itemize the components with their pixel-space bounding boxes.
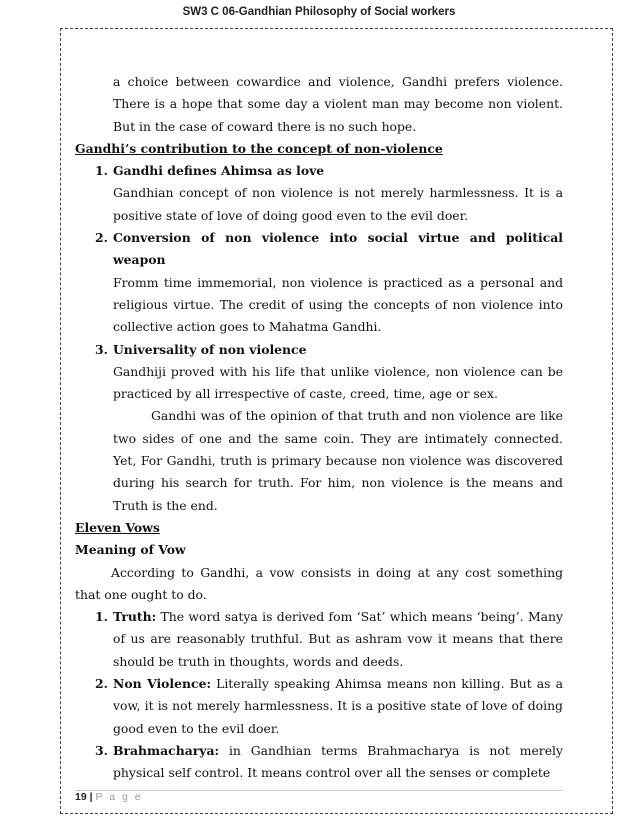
item-body: Gandhian concept of non violence is not merely harmlessness. It is a positive state of love of doing good even to the evil doer. bbox=[113, 185, 563, 223]
item-title: Non Violence: bbox=[113, 676, 212, 692]
list-item bbox=[75, 606, 563, 673]
list-item bbox=[75, 160, 563, 182]
item-number: 1. bbox=[95, 163, 108, 179]
item-number: 2. bbox=[95, 676, 108, 692]
section-heading: Eleven Vows bbox=[75, 519, 160, 535]
subheading: Meaning of Vow bbox=[75, 542, 186, 558]
page-body bbox=[75, 71, 563, 785]
item-title: Universality of non violence bbox=[113, 341, 307, 357]
item-title: Brahmacharya: bbox=[113, 742, 220, 758]
running-header: SW3 C 06-Gandhian Philosophy of Social workers bbox=[182, 6, 456, 18]
page-label: P a g e bbox=[95, 791, 143, 803]
item-number: 2. bbox=[95, 230, 108, 246]
intro-paragraph: a choice between cowardice and violence, Gandhi prefers violence. There is a hope that some day a violent man may become non violent. But in the case of coward there is no such hope. bbox=[113, 74, 563, 134]
section-heading: Gandhi’s contribution to the concept of non-violence bbox=[75, 140, 443, 156]
list-item bbox=[75, 673, 563, 740]
footer-separator: | bbox=[89, 791, 93, 803]
item-number: 1. bbox=[95, 609, 108, 625]
item-title: Gandhi defines Ahimsa as love bbox=[113, 163, 325, 179]
item-number: 3. bbox=[95, 341, 108, 357]
page-number: 19 bbox=[75, 791, 87, 803]
page-footer bbox=[75, 790, 563, 803]
list-item bbox=[75, 740, 563, 785]
item-title: Conversion of non violence into social virtue and political weapon bbox=[113, 230, 563, 268]
item-body: Literally speaking Ahimsa means non killing. But as a vow, it is not merely harmlessness. It is a positive state of love of doing good even to the evil doer. bbox=[113, 676, 563, 736]
item-body: Fromm time immemorial, non violence is practiced as a personal and religious virtue. The credit of using the concepts of non violence into collective action goes to Mahatma Gandhi. bbox=[113, 274, 563, 335]
item-number: 3. bbox=[95, 742, 108, 758]
extra-paragraph: Gandhi was of the opinion of that truth and non violence are like two sides of one and the same coin. They are intimately connected. Yet, For Gandhi, truth is primary because non violence was discovered during his search for truth. For him, non violence is the means and Truth is the end. bbox=[113, 408, 563, 513]
vow-definition: According to Gandhi, a vow consists in doing at any cost something that one ought to do. bbox=[75, 564, 563, 602]
item-body: Gandhiji proved with his life that unlike violence, non violence can be practiced by all irrespective of caste, creed, time, age or sex. bbox=[113, 363, 563, 402]
list-item bbox=[75, 227, 563, 272]
item-title: Truth: bbox=[113, 609, 157, 625]
item-body: in Gandhian terms Brahmacharya is not merely physical self control. It means control over all the senses or complete bbox=[113, 742, 563, 781]
item-body: The word satya is derived fom ‘Sat’ which means ‘being’. Many of us are reasonably truthful. But as ashram vow it means that there should be truth in thoughts, words and deeds. bbox=[113, 609, 563, 669]
list-item bbox=[75, 339, 563, 361]
